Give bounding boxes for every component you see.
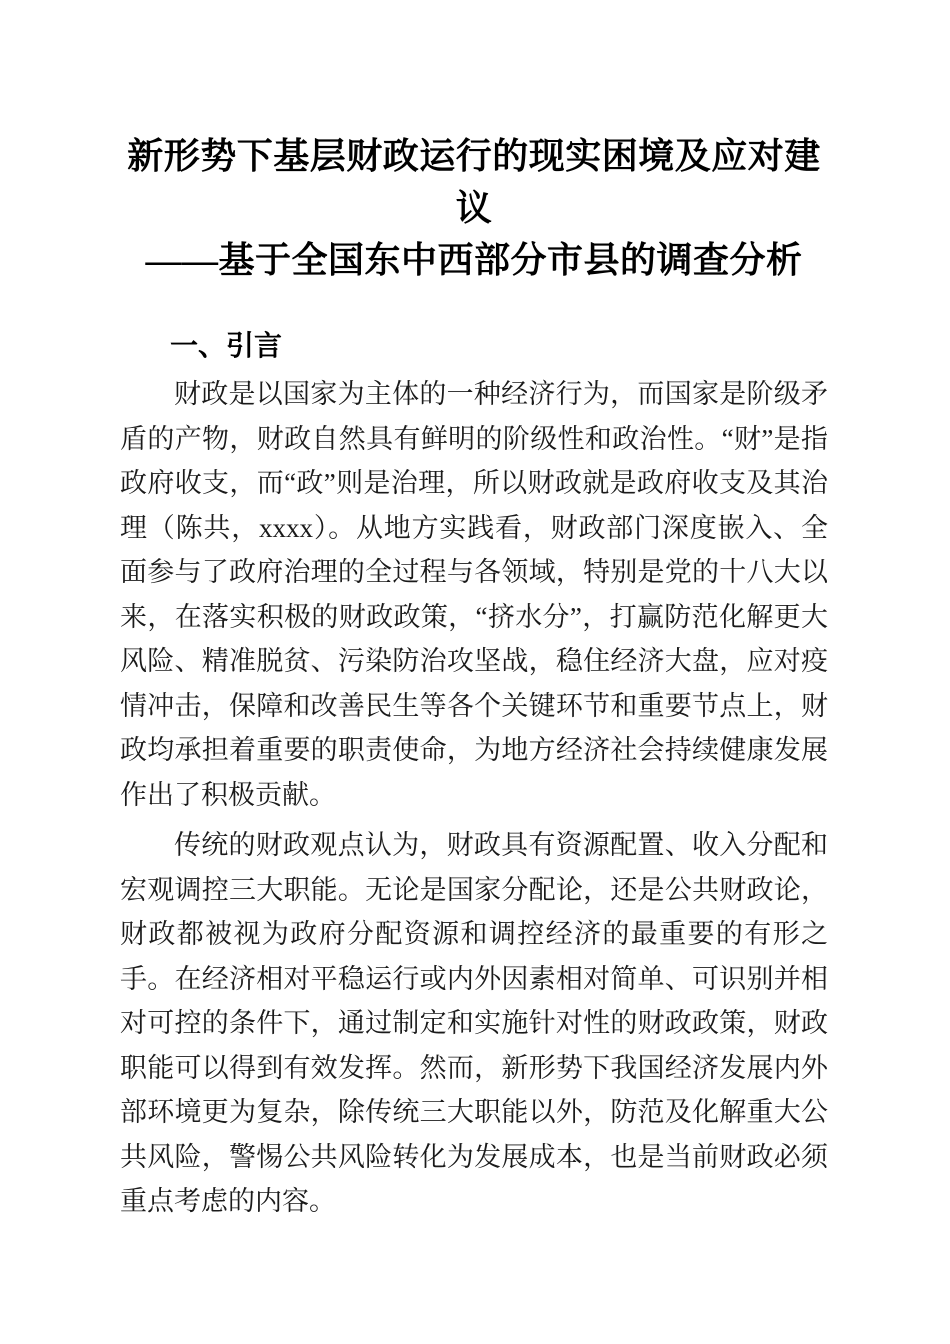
paragraph: 传统的财政观点认为，财政具有资源配置、收入分配和宏观调控三大职能。无论是国家分配论，还是公共财政论，财政都被视为政府分配资源和调控经济的最重要的有形之手。在经济相对平稳运行或内外因素相对简单、可识别并相对可控的条件下，通过制定和实施针对性的财政政策，财政职能可以得到有效发挥。然而，新形势下我国经济发展内外部环境更为复杂，除传统三大职能以外，防范及化解重大公共风险，警惕公共风险转化为发展成本，也是当前财政必须重点考虑的内容。 [120, 830, 828, 1216]
section-heading-introduction: 一、引言 [170, 330, 283, 361]
document-title-line-1: 新形势下基层财政运行的现实困境及应对建议 [127, 136, 821, 228]
paragraph: 财政是以国家为主体的一种经济行为，而国家是阶级矛盾的产物，财政自然具有鲜明的阶级性和政治性。“财”是指政府收支，而“政”则是治理，所以财政就是政府收支及其治理（陈共，xxxx）。从地方实践看，财政部门深度嵌入、全面参与了政府治理的全过程与各领域，特别是党的十八大以来，在落实积极的财政政策，“挤水分”，打赢防范化解更大风险、精准脱贫、污染防治攻坚战，稳住经济大盘，应对疫情冲击，保障和改善民生等各个关键环节和重要节点上，财政均承担着重要的职责使命，为地方经济社会持续健康发展作出了积极贡献。 [120, 379, 828, 810]
document-title [120, 130, 828, 286]
document-title-line-2: ——基于全国东中西部分市县的调查分析 [145, 240, 803, 280]
